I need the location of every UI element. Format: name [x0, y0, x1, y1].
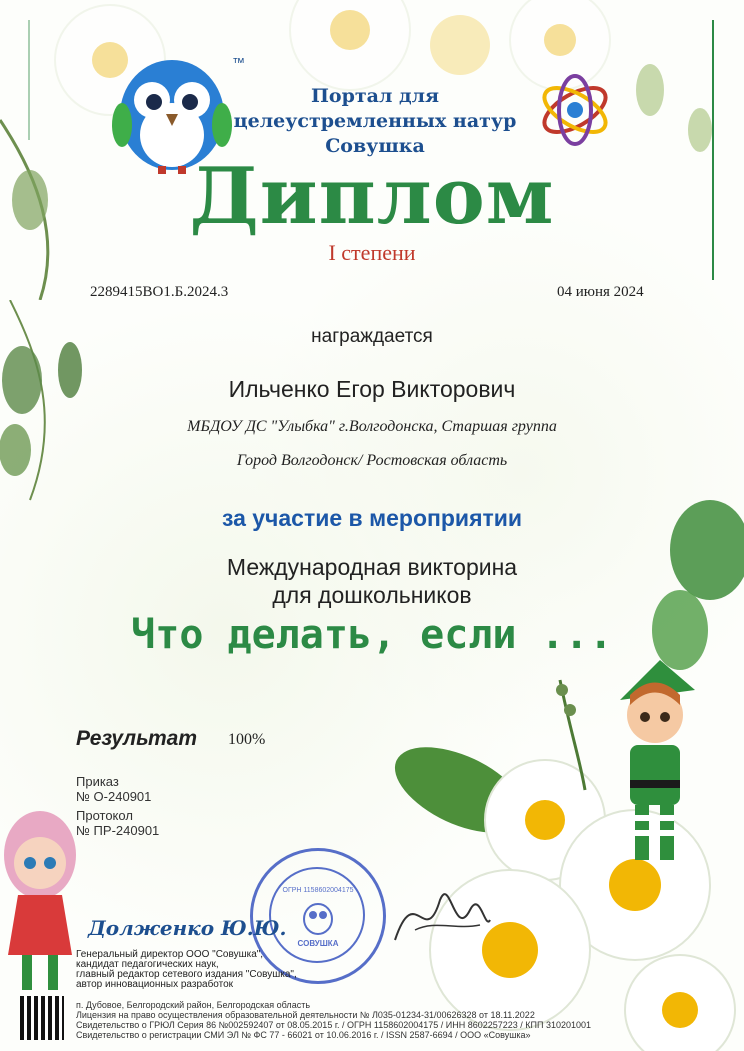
awarded-label: награждается: [311, 326, 433, 347]
footer-line-3: Свидетельство о ГРЮЛ Серия 86 №002592407 от 08.05.2015 г. / ОГРН 1158602004175 / ИНН 8602257223 / КПП 310201001: [76, 1020, 592, 1030]
handwritten-signature: [385, 870, 495, 960]
signatory-role: [76, 950, 297, 990]
fairy-girl-illustration: [0, 805, 80, 995]
protocol-number: № ПР-240901: [76, 823, 160, 838]
qr-code: [20, 996, 64, 1040]
issue-date: 04 июня 2024: [557, 284, 644, 300]
signatory-role-line-4: автор инновационных разработок: [76, 979, 234, 990]
footer-legal: [76, 1000, 591, 1040]
atom-logo: [535, 65, 615, 160]
event-line-1: Международная викторина: [226, 554, 518, 580]
stamp-ogrn: ОГРН 1158602004175: [282, 887, 354, 894]
trademark-symbol: ™: [232, 55, 245, 70]
protocol-label: Протокол: [76, 808, 133, 823]
recipient-organization: МБДОУ ДС "Улыбка" г.Волгодонска, Старшая группа: [187, 418, 557, 435]
portal-line-2: целеустремленных натур: [233, 110, 517, 132]
participation-label: за участие в мероприятии: [221, 505, 523, 531]
stamp-owl-icon: [301, 901, 335, 935]
event-name: [0, 553, 744, 609]
diploma-title: Диплом: [189, 151, 555, 242]
portal-title: [230, 84, 520, 159]
footer-line-4: Свидетельство о регистрации СМИ ЭЛ № ФС 77 - 66021 от 10.06.2016 г. / ISSN 2587-6694 / ООО «Совушка»: [76, 1030, 531, 1040]
footer-line-2: Лицензия на право осуществления образовательной деятельности № Л035-01234-31/00626328 от 18.11.2022: [76, 1010, 535, 1020]
portal-line-1: Портал для: [310, 85, 440, 107]
registration-number: 2289415ВО1.Б.2024.3: [90, 284, 229, 300]
result-label: Результат: [76, 727, 198, 750]
signatory-role-line-2: кандидат педагогических наук,: [76, 959, 219, 970]
protocol-block: [76, 808, 159, 838]
recipient-city: Город Волгодонск/ Ростовская область: [236, 452, 508, 469]
diploma-degree: I степени: [328, 240, 416, 265]
order-number: № О-240901: [76, 789, 152, 804]
event-topic: Что делать, если ...: [131, 612, 613, 658]
signatory-role-line-1: Генеральный директор ООО "Совушка",: [76, 949, 264, 960]
event-line-2: для дошкольников: [272, 582, 472, 608]
portal-line-3: Совушка: [325, 135, 425, 157]
stamp-center-text: СОВУШКА: [297, 939, 339, 948]
order-block: [76, 774, 151, 804]
recipient-name: Ильченко Егор Викторович: [228, 376, 516, 402]
signatory-role-line-3: главный редактор сетевого издания "Совушка",: [76, 969, 297, 980]
signatory-name: Долженко Ю.Ю.: [88, 916, 287, 940]
footer-line-1: п. Дубовое, Белгородский район, Белгородская область: [76, 1000, 311, 1010]
order-label: Приказ: [76, 774, 119, 789]
result-value: 100%: [228, 731, 266, 748]
elf-boy-illustration: [600, 660, 710, 880]
